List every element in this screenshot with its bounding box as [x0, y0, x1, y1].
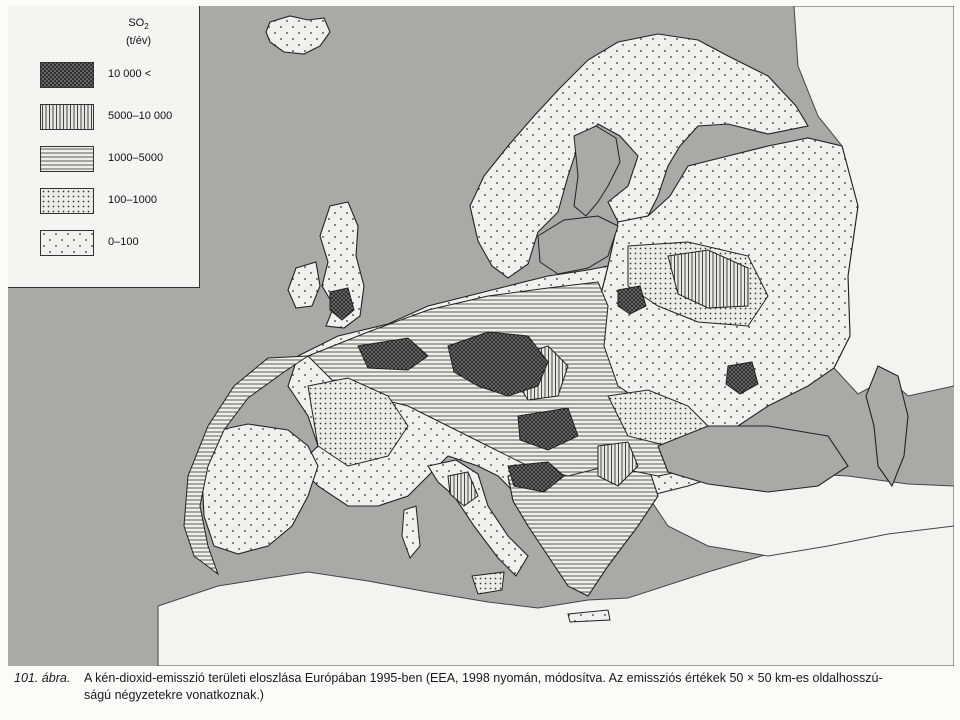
sicily [472, 572, 504, 594]
legend-label: 0–100 [108, 236, 139, 248]
legend-row-100-1000 [40, 188, 200, 216]
legend-swatch-vertical [40, 104, 94, 130]
legend-title-sub: 2 [144, 22, 149, 32]
legend-row-0-100 [40, 230, 200, 258]
legend-label: 100–1000 [108, 194, 157, 206]
legend-row-5000-10000 [40, 104, 200, 132]
legend-swatch-dense-dots [40, 188, 94, 214]
legend-swatch-horizontal [40, 146, 94, 172]
legend-label: 1000–5000 [108, 152, 164, 164]
legend-row-1000-5000 [40, 146, 200, 174]
legend-unit: (t/év) [126, 35, 152, 48]
caption-line-1: A kén-dioxid-emisszió területi eloszlása Európában 1995-ben (EEA, 1998 nyomán, módosítva. Az emissziós értékek 50 × 50 km-es oldalhosszú- [84, 671, 883, 685]
legend [8, 6, 200, 288]
legend-title-main: SO [128, 17, 145, 29]
caption-line-2: ságú négyzetekre vonatkoznak.) [84, 688, 264, 702]
legend-swatch-crosshatch [40, 62, 94, 88]
legend-label: 10 000 < [108, 68, 152, 80]
legend-title [126, 16, 151, 49]
legend-label: 5000–10 000 [108, 110, 173, 122]
legend-row-over-10000 [40, 62, 200, 90]
figure-number: 101. ábra. [14, 671, 71, 685]
legend-swatch-sparse-dots [40, 230, 94, 256]
figure-caption [14, 670, 954, 702]
